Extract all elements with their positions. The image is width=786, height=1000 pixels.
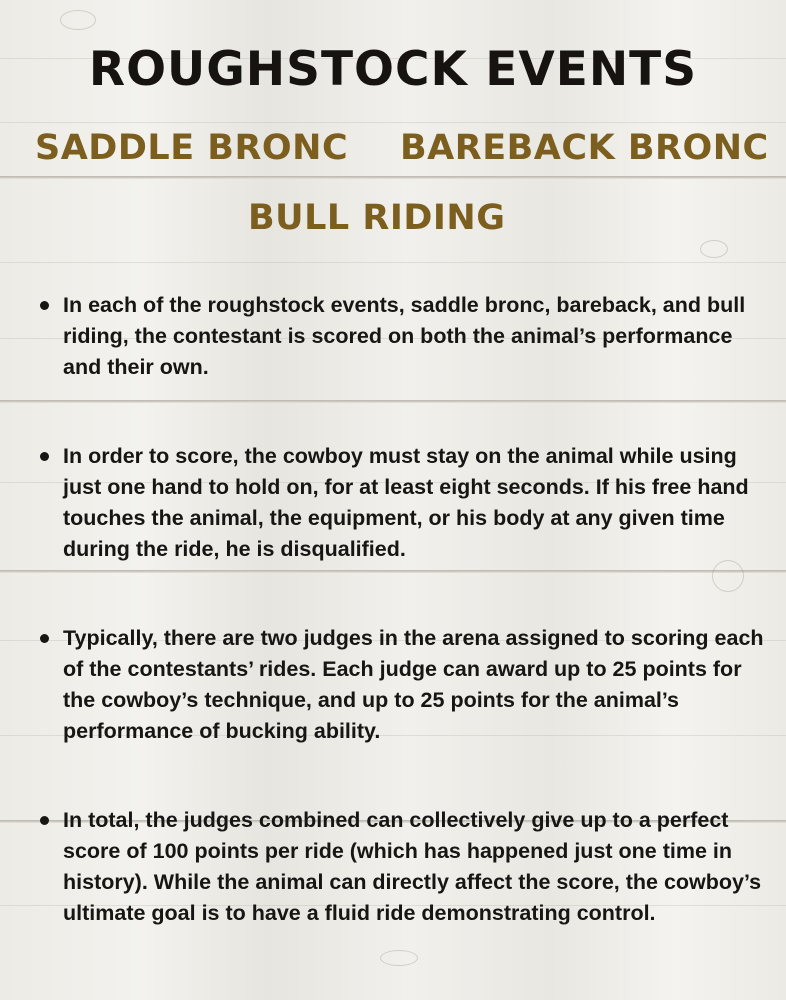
wood-grain (0, 262, 786, 263)
bullet-item (36, 290, 771, 383)
bullet-dot-icon (40, 301, 49, 310)
wood-knot (700, 240, 728, 258)
wood-knot (60, 10, 96, 30)
bullet-text: In each of the roughstock events, saddle bronc, bareback, and bull riding, the contestant is scored on both the animal’s performance and their own. (63, 293, 746, 379)
bullet-dot-icon (40, 816, 49, 825)
wood-knot (380, 950, 418, 966)
bullet-text: In total, the judges combined can collectively give up to a perfect score of 100 points per ride (which has happened just one time in history). While the animal can directly affect the score, the cowboy’s ultimate goal is to have a fluid ride demonstrating control. (63, 808, 762, 925)
wood-grain (0, 122, 786, 123)
bullet-text: Typically, there are two judges in the arena assigned to scoring each of the contestants’ rides. Each judge can award up to 25 points for the cowboy’s technique, and up to 25 points for the animal’s performance of bucking ability. (63, 626, 764, 743)
bullet-dot-icon (40, 634, 49, 643)
bullet-item (36, 805, 771, 929)
bullet-dot-icon (40, 452, 49, 461)
bullet-text: In order to score, the cowboy must stay on the animal while using just one hand to hold on, for at least eight seconds. If his free hand touches the animal, the equipment, or his body at any given time during the ride, he is disqualified. (63, 444, 749, 561)
bullet-item (36, 623, 771, 747)
bullet-item (36, 441, 771, 565)
page-title: ROUGHSTOCK EVENTS (88, 42, 698, 97)
event-saddle-bronc: SADDLE BRONC (35, 128, 349, 168)
event-bull-riding: BULL RIDING (248, 198, 506, 238)
info-bullet-list (36, 290, 771, 929)
event-bareback-bronc: BAREBACK BRONC (400, 128, 769, 168)
